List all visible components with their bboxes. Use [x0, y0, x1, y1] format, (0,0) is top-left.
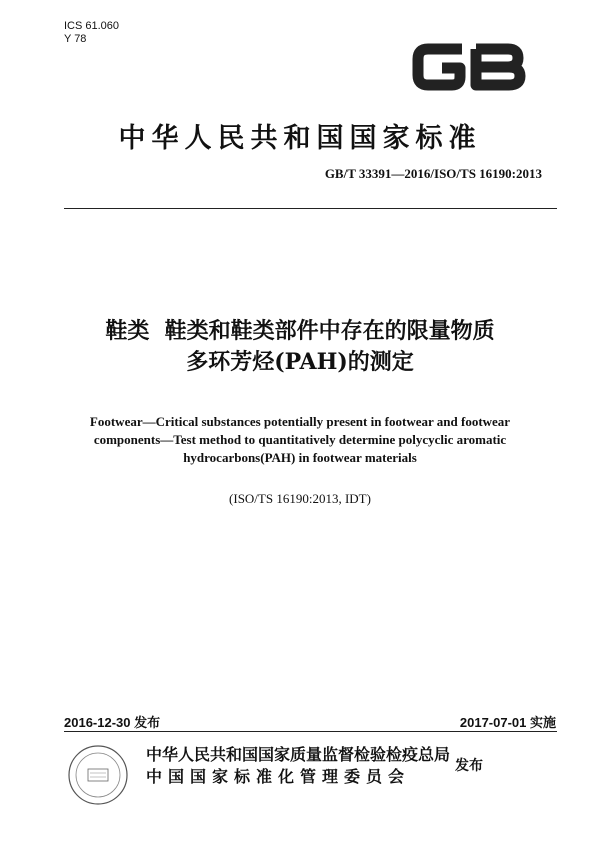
gb-logo-icon [410, 40, 528, 94]
publish-date: 2016-12-30 发布 [64, 715, 161, 730]
chinese-title [0, 316, 600, 378]
ics-block [64, 20, 119, 46]
issuer-block [146, 744, 450, 788]
identity-note: (ISO/TS 16190:2013, IDT) [229, 491, 371, 506]
chinese-title-line-1: 鞋类 鞋类和鞋类部件中存在的限量物质 [105, 318, 495, 344]
implement-date: 2017-07-01 实施 [459, 715, 556, 730]
ics-code: ICS 61.060 [64, 20, 120, 32]
english-title-line-2: components—Test method to quantitatively determine polycyclic aromatic [93, 432, 507, 447]
english-title [60, 413, 540, 467]
seal-icon [66, 743, 130, 807]
issuer-line-1: 中华人民共和国国家质量监督检验检疫总局 [146, 745, 451, 764]
classification-code: Y 78 [64, 33, 87, 45]
divider [64, 731, 557, 732]
standard-title: 中华人民共和国国家标准 [118, 123, 482, 154]
english-title-line-3: hydrocarbons(PAH) in footwear materials [183, 450, 417, 465]
chinese-title-line-2: 多环芳烃(PAH)的测定 [186, 349, 414, 375]
english-title-line-1: Footwear—Critical substances potentially present in footwear and footwear [89, 414, 511, 429]
issuer-line-2: 中国国家标准化管理委员会 [146, 767, 411, 786]
standard-code: GB/T 33391—2016/ISO/TS 16190:2013 [324, 166, 542, 181]
divider [64, 208, 557, 209]
publish-label: 发布 [455, 758, 483, 774]
